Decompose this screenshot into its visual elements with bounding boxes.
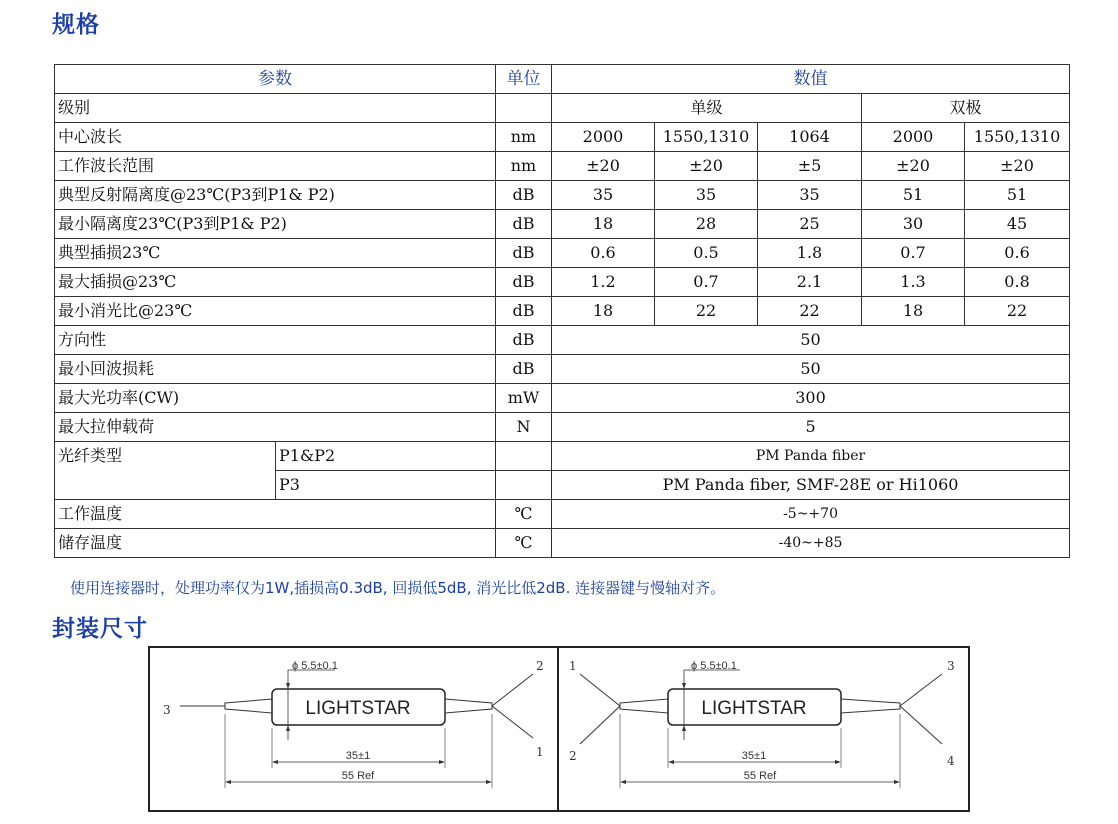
spec-row	[55, 123, 1070, 152]
value-cell: 1.3	[862, 268, 965, 297]
value-cell: 0.5	[655, 239, 758, 268]
grade-unit	[496, 94, 552, 123]
package-drawing	[148, 646, 970, 812]
value-cell: 18	[552, 210, 655, 239]
left-port-2-label: 2	[536, 659, 544, 673]
fiber-p12-value: PM Panda fiber	[552, 442, 1070, 471]
value-cell: ±20	[862, 152, 965, 181]
left-port-1-label: 1	[536, 745, 544, 759]
value-cell: 35	[552, 181, 655, 210]
value-cell: 45	[965, 210, 1070, 239]
unit-cell: N	[496, 413, 552, 442]
spec-heading: 规格	[52, 12, 100, 38]
fiber-label: 光纤类型	[55, 442, 276, 500]
value-cell: 1064	[758, 123, 862, 152]
value-cell: 2000	[862, 123, 965, 152]
right-brand-label: LIGHTSTAR	[701, 698, 807, 719]
unit-cell: dB	[496, 239, 552, 268]
value-cell: 2.1	[758, 268, 862, 297]
right-port-3-label: 3	[947, 659, 955, 673]
value-cell: 1.8	[758, 239, 862, 268]
unit-cell: ℃	[496, 529, 552, 558]
unit-cell	[496, 442, 552, 471]
value-cell: ±5	[758, 152, 862, 181]
value-cell: 1550,1310	[655, 123, 758, 152]
right-diameter-label: ϕ 5.5±0.1	[691, 660, 737, 672]
param-label: 储存温度	[55, 529, 496, 558]
unit-cell: mW	[496, 384, 552, 413]
value-cell: 0.6	[965, 239, 1070, 268]
spec-row	[55, 529, 1070, 558]
value-cell: 22	[758, 297, 862, 326]
right-port-4-label: 4	[947, 754, 955, 768]
value-cell: 18	[552, 297, 655, 326]
grade-double: 双极	[862, 94, 1070, 123]
package-heading: 封装尺寸	[52, 616, 148, 642]
unit-cell: dB	[496, 355, 552, 384]
unit-cell: dB	[496, 268, 552, 297]
unit-header: 单位	[496, 65, 552, 94]
spec-row	[55, 297, 1070, 326]
left-diameter-label: ϕ 5.5±0.1	[292, 660, 338, 672]
right-body-length-label: 35±1	[741, 750, 767, 762]
fiber-p3-value: PM Panda fiber, SMF-28E or Hi1060	[552, 471, 1070, 500]
left-body-length-label: 35±1	[345, 750, 371, 762]
spec-row	[55, 500, 1070, 529]
unit-cell	[496, 471, 552, 500]
value-cell: 51	[965, 181, 1070, 210]
spec-row	[55, 355, 1070, 384]
value-cell: 22	[965, 297, 1070, 326]
value-cell: 35	[758, 181, 862, 210]
header-row	[55, 65, 1070, 94]
usage-note: 使用连接器时，处理功率仅为1W,插损高0.3dB, 回损低5dB, 消光比低2dB. 连接器键与慢轴对齐。	[70, 579, 726, 597]
value-cell: 0.8	[965, 268, 1070, 297]
value-cell: -5~+70	[552, 500, 1070, 529]
value-cell: 18	[862, 297, 965, 326]
spec-table	[54, 64, 1070, 558]
spec-row	[55, 181, 1070, 210]
right-port-2-label: 2	[569, 749, 577, 763]
param-label: 最小隔离度23℃(P3到P1& P2)	[55, 210, 496, 239]
param-label: 中心波长	[55, 123, 496, 152]
param-label: 工作波长范围	[55, 152, 496, 181]
left-port-3-label: 3	[163, 703, 171, 717]
value-cell: 0.7	[655, 268, 758, 297]
param-label: 典型插损23℃	[55, 239, 496, 268]
value-cell: 51	[862, 181, 965, 210]
param-label: 方向性	[55, 326, 496, 355]
value-cell: ±20	[655, 152, 758, 181]
spec-row	[55, 210, 1070, 239]
left-total-length-label: 55 Ref	[341, 770, 375, 782]
fiber-p12-label: P1&P2	[276, 442, 496, 471]
param-label: 最小回波损耗	[55, 355, 496, 384]
param-header: 参数	[55, 65, 496, 94]
value-cell: 50	[552, 355, 1070, 384]
value-cell: 1550,1310	[965, 123, 1070, 152]
spec-row	[55, 239, 1070, 268]
value-cell: 30	[862, 210, 965, 239]
spec-row	[55, 384, 1070, 413]
value-cell: 2000	[552, 123, 655, 152]
grade-single: 单级	[552, 94, 862, 123]
value-cell: 35	[655, 181, 758, 210]
param-label: 最小消光比@23℃	[55, 297, 496, 326]
value-cell: -40~+85	[552, 529, 1070, 558]
param-label: 最大插损@23℃	[55, 268, 496, 297]
grade-label: 级别	[55, 94, 496, 123]
spec-row	[55, 326, 1070, 355]
param-label: 最大光功率(CW)	[55, 384, 496, 413]
value-cell: 22	[655, 297, 758, 326]
unit-cell: dB	[496, 326, 552, 355]
value-cell: 1.2	[552, 268, 655, 297]
spec-row	[55, 268, 1070, 297]
unit-cell: nm	[496, 152, 552, 181]
fiber-p3-label: P3	[276, 471, 496, 500]
unit-cell: nm	[496, 123, 552, 152]
value-cell: ±20	[552, 152, 655, 181]
value-cell: 5	[552, 413, 1070, 442]
value-cell: 0.7	[862, 239, 965, 268]
unit-cell: dB	[496, 210, 552, 239]
package-diagram	[150, 648, 968, 810]
spec-row	[55, 413, 1070, 442]
value-cell: 300	[552, 384, 1070, 413]
param-label: 最大拉伸载荷	[55, 413, 496, 442]
value-cell: 25	[758, 210, 862, 239]
unit-cell: dB	[496, 181, 552, 210]
param-label: 典型反射隔离度@23℃(P3到P1& P2)	[55, 181, 496, 210]
spec-row	[55, 152, 1070, 181]
right-total-length-label: 55 Ref	[743, 770, 777, 782]
value-cell: ±20	[965, 152, 1070, 181]
param-label: 工作温度	[55, 500, 496, 529]
value-cell: 28	[655, 210, 758, 239]
fiber-row	[55, 442, 1070, 471]
grade-row	[55, 94, 1070, 123]
unit-cell: ℃	[496, 500, 552, 529]
value-header: 数值	[552, 65, 1070, 94]
value-cell: 50	[552, 326, 1070, 355]
right-port-1-label: 1	[569, 659, 577, 673]
unit-cell: dB	[496, 297, 552, 326]
left-brand-label: LIGHTSTAR	[305, 698, 411, 719]
value-cell: 0.6	[552, 239, 655, 268]
